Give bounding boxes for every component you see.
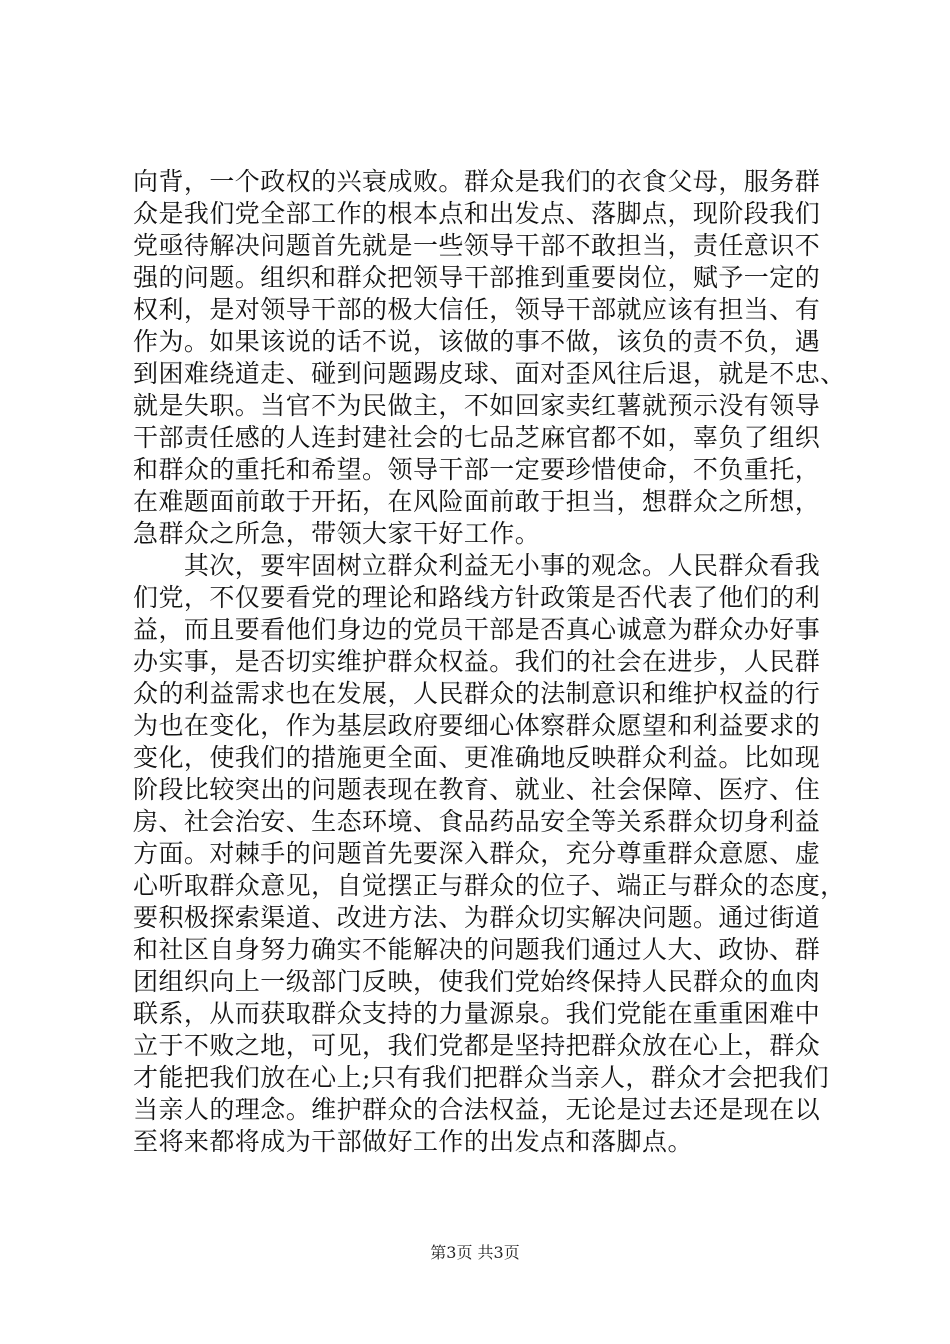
text-line: 变化，使我们的措施更全面、更准确地反映群众利益。比如现	[133, 743, 821, 772]
document-body	[133, 166, 853, 1158]
text-line: 们党，不仅要看党的理论和路线方针政策是否代表了他们的利	[133, 583, 821, 612]
text-line: 强的问题。组织和群众把领导干部推到重要岗位，赋予一定的	[133, 263, 821, 292]
text-line: 阶段比较突出的问题表现在教育、就业、社会保障、医疗、住	[133, 775, 821, 804]
text-line: 心听取群众意见，自觉摆正与群众的位子、端正与群众的态度，	[133, 871, 846, 900]
text-line: 立于不败之地，可见，我们党都是坚持把群众放在心上，群众	[133, 1031, 821, 1060]
text-line: 方面。对棘手的问题首先要深入群众，充分尊重群众意愿、虚	[133, 839, 821, 868]
text-line: 要积极探索渠道、改进方法、为群众切实解决问题。通过街道	[133, 903, 821, 932]
text-line: 急群众之所急，带领大家干好工作。	[133, 519, 541, 548]
text-line: 就是失职。当官不为民做主，不如回家卖红薯就预示没有领导	[133, 391, 821, 420]
text-line: 干部责任感的人连封建社会的七品芝麻官都不如，辜负了组织	[133, 423, 821, 452]
page-number-footer: 第3页 共3页	[430, 1243, 520, 1262]
text-line: 为也在变化，作为基层政府要细心体察群众愿望和利益要求的	[133, 711, 821, 740]
text-line: 向背，一个政权的兴衰成败。群众是我们的衣食父母，服务群	[133, 167, 821, 196]
text-line: 当亲人的理念。维护群众的合法权益，无论是过去还是现在以	[133, 1095, 821, 1124]
text-line: 其次，要牢固树立群众利益无小事的观念。人民群众看我	[133, 551, 821, 580]
text-line: 众是我们党全部工作的根本点和出发点、落脚点，现阶段我们	[133, 199, 821, 228]
text-line: 权利，是对领导干部的极大信任，领导干部就应该有担当、有	[133, 295, 821, 324]
text-line: 和社区自身努力确实不能解决的问题我们通过人大、政协、群	[133, 935, 821, 964]
text-line: 作为。如果该说的话不说，该做的事不做，该负的责不负，遇	[133, 327, 821, 356]
text-line: 团组织向上一级部门反映，使我们党始终保持人民群众的血肉	[133, 967, 821, 996]
text-line: 才能把我们放在心上;只有我们把群众当亲人，群众才会把我们	[133, 1063, 830, 1092]
text-line: 众的利益需求也在发展，人民群众的法制意识和维护权益的行	[133, 679, 821, 708]
text-line: 在难题面前敢于开拓，在风险面前敢于担当，想群众之所想，	[133, 487, 821, 516]
text-line: 房、社会治安、生态环境、食品药品安全等关系群众切身利益	[133, 807, 821, 836]
text-line: 至将来都将成为干部做好工作的出发点和落脚点。	[133, 1127, 693, 1156]
text-line: 党亟待解决问题首先就是一些领导干部不敢担当，责任意识不	[133, 231, 821, 260]
text-line: 办实事，是否切实维护群众权益。我们的社会在进步，人民群	[133, 647, 821, 676]
text-line: 联系，从而获取群众支持的力量源泉。我们党能在重重困难中	[133, 999, 821, 1028]
text-line: 到困难绕道走、碰到问题踢皮球、面对歪风往后退，就是不忠、	[133, 359, 846, 388]
text-line: 和群众的重托和希望。领导干部一定要珍惜使命，不负重托，	[133, 455, 821, 484]
text-line: 益，而且要看他们身边的党员干部是否真心诚意为群众办好事	[133, 615, 821, 644]
